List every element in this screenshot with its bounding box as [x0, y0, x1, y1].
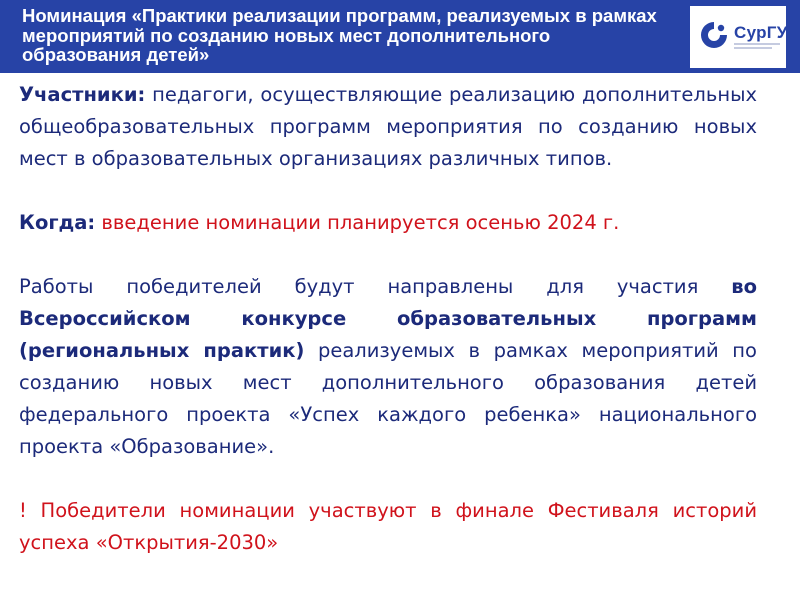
logo-text: СурГУ: [734, 23, 788, 42]
participants-label: Участники:: [19, 83, 146, 106]
works-text-start: Работы победителей будут направлены для участия: [19, 275, 732, 298]
when-paragraph: [19, 207, 757, 239]
participants-paragraph: [19, 79, 757, 175]
logo: [690, 6, 786, 68]
logo-subtitle-line: [734, 47, 772, 49]
works-contest-name: во Всероссийском конкурсе образовательных программ (региональных практик): [19, 275, 757, 362]
slide-title: Номинация «Практики реализации программ, реализуемых в рамках мероприятий по созданию новых мест дополнительного образования детей»: [22, 5, 657, 65]
slide-body: [19, 79, 757, 559]
when-label: Когда:: [19, 211, 96, 234]
works-paragraph: [19, 271, 757, 463]
works-text-end: реализуемых в рамках мероприятий по созданию новых мест дополнительного образования детей федерального проекта «Успех каждого ребенка» национального проекта «Образование».: [19, 339, 757, 458]
logo-subtitle-line: [734, 43, 780, 45]
when-text: введение номинации планируется осенью 2024 г.: [95, 211, 620, 234]
surgu-logo-icon: [698, 19, 730, 51]
slide-header: [0, 0, 800, 73]
participants-text: педагоги, осуществляющие реализацию дополнительных общеобразовательных программ мероприятия по созданию новых мест в образовательных организациях различных типов.: [19, 83, 757, 170]
winners-note: ! Победители номинации участвуют в финале Фестиваля историй успеха «Открытия-2030»: [19, 499, 757, 554]
